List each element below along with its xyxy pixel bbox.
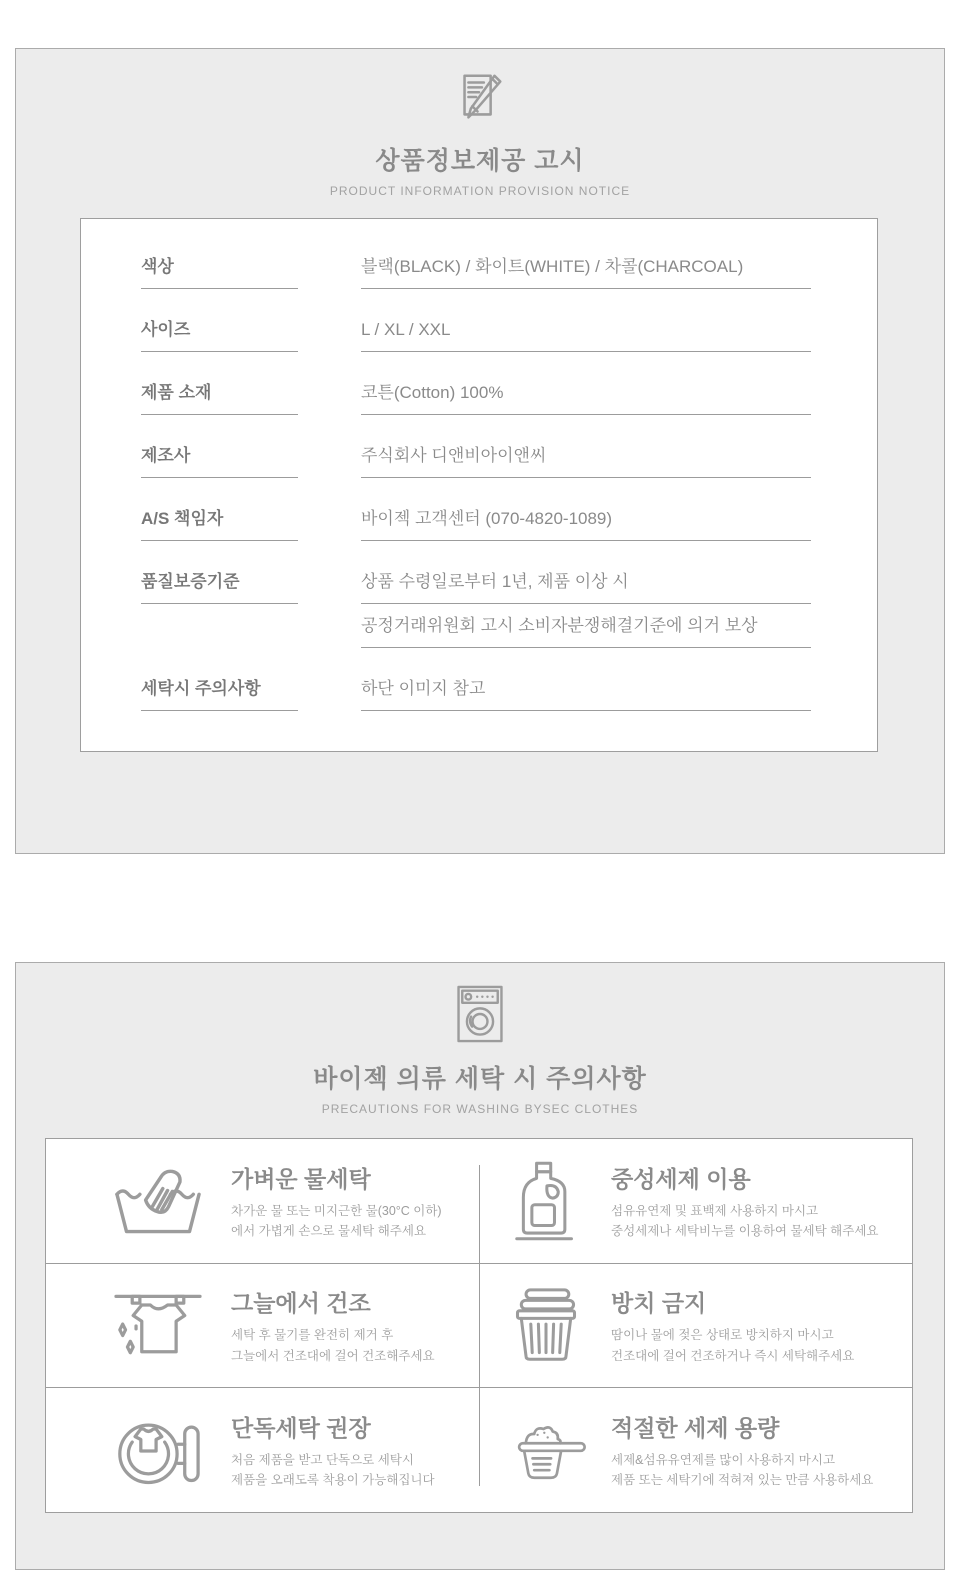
- row-label: 제품 소재: [141, 381, 298, 415]
- row-label: 사이즈: [141, 318, 298, 352]
- washing-header: [16, 963, 944, 1116]
- wash-item-text: [231, 1410, 435, 1491]
- wash-item-title: 그늘에서 건조: [231, 1290, 371, 1317]
- row-value: 코튼(Cotton) 100%: [361, 381, 811, 415]
- washing-card: [45, 1138, 913, 1513]
- table-row: [141, 444, 877, 478]
- hand-wash-icon: [108, 1157, 208, 1245]
- row-label: A/S 책임자: [141, 507, 298, 541]
- wash-item: [479, 1264, 912, 1388]
- pencil-note-icon: [451, 69, 509, 132]
- row-label: 품질보증기준: [141, 570, 298, 604]
- row-value: 바이젝 고객센터 (070-4820-1089): [361, 507, 811, 541]
- detergent-scoop-icon: [504, 1406, 588, 1494]
- row-value: 공정거래위원회 고시 소비자분쟁해결기준에 의거 보상: [361, 614, 811, 648]
- product-info-header: [16, 49, 944, 198]
- product-info-panel: [15, 48, 945, 854]
- row-label: 제조사: [141, 444, 298, 478]
- wash-item-title: 중성세제 이용: [611, 1165, 751, 1192]
- wash-item-text: [611, 1410, 873, 1491]
- row-value: 하단 이미지 참고: [361, 677, 811, 711]
- wash-item-desc: 세제&섬유유연제를 많이 사용하지 마시고 제품 또는 세탁기에 적혀져 있는 만큼 사용하세요: [611, 1452, 874, 1488]
- wash-item-title: 방치 금지: [611, 1290, 707, 1317]
- washing-machine-icon: [452, 983, 508, 1050]
- separate-wash-icon: [108, 1406, 208, 1494]
- wash-item-desc: 처음 제품을 받고 단독으로 세탁시 제품을 오래도록 착용이 가능해집니다: [231, 1452, 435, 1488]
- row-value: 블랙(BLACK) / 화이트(WHITE) / 차콜(CHARCOAL): [361, 255, 811, 289]
- washing-subtitle: PRECAUTIONS FOR WASHING BYSEC CLOTHES: [321, 1102, 639, 1116]
- table-row: [141, 318, 877, 352]
- washing-precautions-panel: [15, 962, 945, 1570]
- wash-item-text: [611, 1285, 854, 1366]
- wash-item: [479, 1388, 912, 1512]
- wash-item-desc: 땀이나 물에 젖은 상태로 방치하지 마시고 건조대에 걸어 건조하거나 즉시 세탁해주세요: [611, 1328, 855, 1363]
- product-info-title: 상품정보제공 고시: [375, 147, 585, 175]
- wash-item-desc: 차가운 물 또는 미지근한 물(30°C 이하) 에서 가볍게 손으로 물세탁 해주세요: [231, 1203, 442, 1238]
- table-row: [141, 381, 877, 415]
- row-label: 색상: [141, 255, 298, 289]
- wash-item-text: [231, 1161, 442, 1242]
- wash-item-text: [611, 1161, 878, 1242]
- table-row: [141, 507, 877, 541]
- laundry-basket-icon: [504, 1282, 588, 1370]
- wash-item-text: [231, 1285, 435, 1366]
- row-value: 주식회사 디앤비아이앤씨: [361, 444, 811, 478]
- product-info-card: [80, 218, 878, 752]
- wash-item: [46, 1139, 479, 1263]
- row-value: 상품 수령일로부터 1년, 제품 이상 시: [361, 570, 811, 604]
- table-row: [141, 677, 877, 711]
- wash-item-desc: 섬유유연제 및 표백제 사용하지 마시고 중성세제나 세탁비누를 이용하여 물세탁 해주세요: [611, 1203, 879, 1238]
- wash-item-desc: 세탁 후 물기를 완전히 제거 후 그늘에서 건조대에 걸어 건조해주세요: [231, 1328, 435, 1363]
- row-label: 세탁시 주의사항: [141, 677, 298, 711]
- wash-item: [479, 1139, 912, 1263]
- washing-title: 바이젝 의류 세탁 시 주의사항: [313, 1065, 647, 1093]
- row-value: L / XL / XXL: [361, 318, 811, 352]
- table-row: [141, 255, 877, 289]
- wash-item: [46, 1388, 479, 1512]
- wash-item-title: 가벼운 물세탁: [231, 1165, 371, 1192]
- wash-item-title: 적절한 세제 용량: [611, 1414, 780, 1441]
- wash-item: [46, 1264, 479, 1388]
- shade-dry-icon: [108, 1282, 208, 1370]
- table-row: [141, 570, 877, 648]
- column-divider: [479, 1165, 480, 1486]
- wash-item-title: 단독세탁 권장: [231, 1414, 371, 1441]
- product-info-subtitle: PRODUCT INFORMATION PROVISION NOTICE: [329, 184, 631, 198]
- detergent-bottle-icon: [504, 1157, 588, 1245]
